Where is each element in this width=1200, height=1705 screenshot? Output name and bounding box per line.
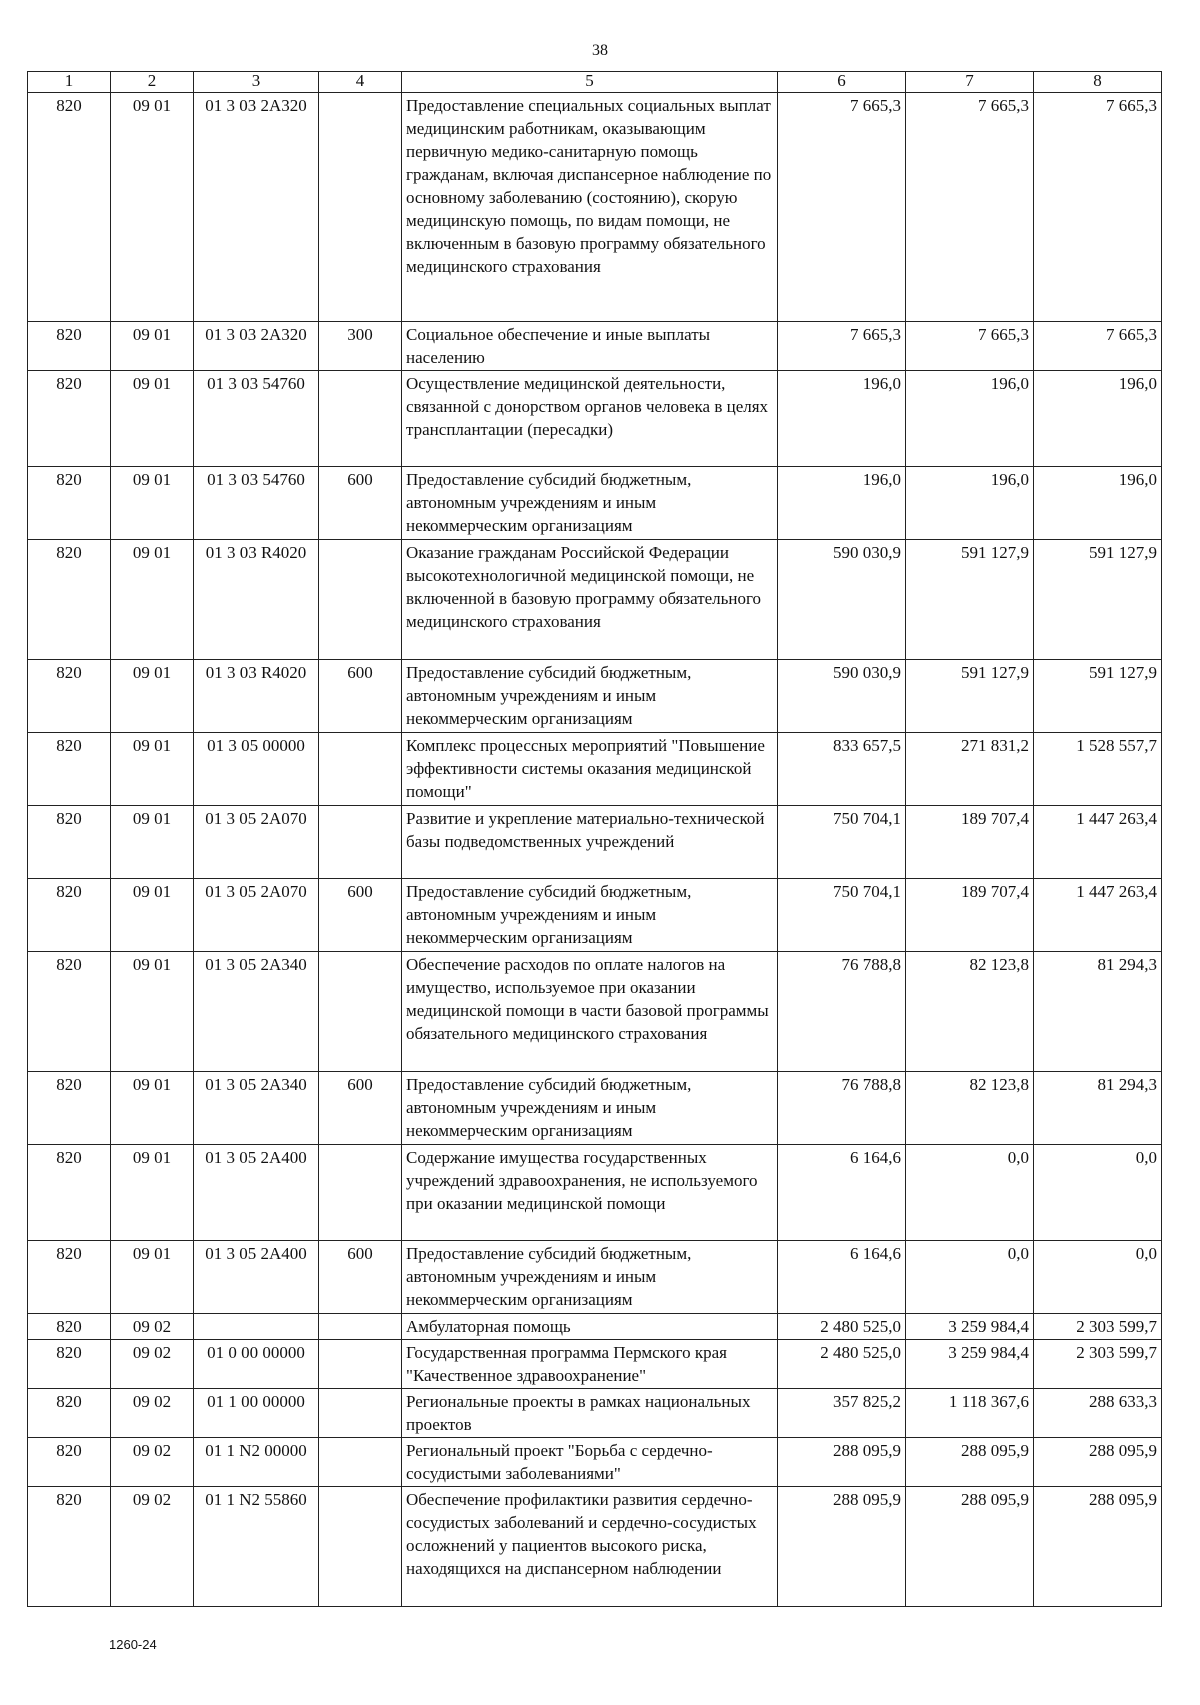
expense-description: Содержание имущества государственных учреждений здравоохранения, не используемого при оказании медицинской помощи [402, 1145, 778, 1241]
amount-col-7: 82 123,8 [906, 952, 1034, 1072]
amount-col-7: 196,0 [906, 371, 1034, 467]
document-code: 1260-24 [109, 1637, 157, 1652]
header-cell-3: 3 [194, 72, 319, 93]
table-row [28, 540, 1162, 660]
target-article-code: 01 3 05 2A340 [194, 952, 319, 1072]
section-code: 09 01 [111, 371, 194, 467]
expense-description: Региональный проект "Борьба с сердечно-сосудистыми заболеваниями" [402, 1438, 778, 1487]
amount-col-7: 271 831,2 [906, 733, 1034, 806]
ministry-code: 820 [28, 806, 111, 879]
ministry-code: 820 [28, 1241, 111, 1314]
expense-type-code [319, 371, 402, 467]
expense-type-code [319, 1487, 402, 1607]
amount-col-8: 196,0 [1034, 371, 1162, 467]
expense-type-code: 600 [319, 879, 402, 952]
table-row [28, 733, 1162, 806]
amount-col-8: 591 127,9 [1034, 660, 1162, 733]
header-cell-8: 8 [1034, 72, 1162, 93]
amount-col-6: 6 164,6 [778, 1145, 906, 1241]
budget-table [27, 71, 1162, 1607]
section-code: 09 01 [111, 1145, 194, 1241]
section-code: 09 02 [111, 1340, 194, 1389]
section-code: 09 01 [111, 806, 194, 879]
ministry-code: 820 [28, 1487, 111, 1607]
header-row [28, 72, 1162, 93]
amount-col-6: 288 095,9 [778, 1487, 906, 1607]
table-row [28, 879, 1162, 952]
expense-description: Региональные проекты в рамках национальных проектов [402, 1389, 778, 1438]
table-row [28, 1072, 1162, 1145]
expense-type-code [319, 806, 402, 879]
table-row [28, 1438, 1162, 1487]
section-code: 09 01 [111, 322, 194, 371]
expense-type-code [319, 952, 402, 1072]
expense-description: Предоставление субсидий бюджетным, автономным учреждениям и иным некоммерческим организациям [402, 1072, 778, 1145]
section-code: 09 01 [111, 879, 194, 952]
expense-type-code: 600 [319, 1241, 402, 1314]
target-article-code: 01 3 05 2A400 [194, 1241, 319, 1314]
amount-col-6: 196,0 [778, 371, 906, 467]
expense-type-code [319, 1340, 402, 1389]
table-row [28, 1145, 1162, 1241]
section-code: 09 01 [111, 733, 194, 806]
amount-col-8: 1 528 557,7 [1034, 733, 1162, 806]
amount-col-7: 3 259 984,4 [906, 1340, 1034, 1389]
amount-col-7: 288 095,9 [906, 1438, 1034, 1487]
amount-col-8: 7 665,3 [1034, 322, 1162, 371]
ministry-code: 820 [28, 660, 111, 733]
target-article-code: 01 1 N2 55860 [194, 1487, 319, 1607]
section-code: 09 02 [111, 1438, 194, 1487]
header-cell-7: 7 [906, 72, 1034, 93]
expense-description: Оказание гражданам Российской Федерации высокотехнологичной медицинской помощи, не включенной в базовую программу обязательного медицинского страхования [402, 540, 778, 660]
section-code: 09 01 [111, 1241, 194, 1314]
amount-col-8: 0,0 [1034, 1241, 1162, 1314]
expense-type-code [319, 1314, 402, 1340]
amount-col-7: 196,0 [906, 467, 1034, 540]
amount-col-6: 7 665,3 [778, 322, 906, 371]
section-code: 09 01 [111, 952, 194, 1072]
expense-description: Осуществление медицинской деятельности, связанной с донорством органов человека в целях трансплантации (пересадки) [402, 371, 778, 467]
expense-type-code: 600 [319, 467, 402, 540]
expense-type-code: 300 [319, 322, 402, 371]
amount-col-8: 2 303 599,7 [1034, 1340, 1162, 1389]
section-code: 09 01 [111, 93, 194, 322]
expense-description: Развитие и укрепление материально-технической базы подведомственных учреждений [402, 806, 778, 879]
table-row [28, 1241, 1162, 1314]
amount-col-7: 1 118 367,6 [906, 1389, 1034, 1438]
amount-col-6: 7 665,3 [778, 93, 906, 322]
amount-col-8: 2 303 599,7 [1034, 1314, 1162, 1340]
amount-col-8: 81 294,3 [1034, 952, 1162, 1072]
amount-col-6: 6 164,6 [778, 1241, 906, 1314]
table-row [28, 371, 1162, 467]
header-cell-4: 4 [319, 72, 402, 93]
amount-col-6: 76 788,8 [778, 952, 906, 1072]
target-article-code: 01 3 03 54760 [194, 371, 319, 467]
amount-col-6: 590 030,9 [778, 540, 906, 660]
table-row [28, 806, 1162, 879]
expense-type-code [319, 1145, 402, 1241]
table-row [28, 1314, 1162, 1340]
ministry-code: 820 [28, 93, 111, 322]
expense-type-code [319, 1389, 402, 1438]
table-row [28, 93, 1162, 322]
amount-col-8: 196,0 [1034, 467, 1162, 540]
amount-col-7: 7 665,3 [906, 322, 1034, 371]
section-code: 09 01 [111, 467, 194, 540]
expense-type-code [319, 733, 402, 806]
target-article-code: 01 3 05 00000 [194, 733, 319, 806]
expense-description: Предоставление субсидий бюджетным, автономным учреждениям и иным некоммерческим организациям [402, 1241, 778, 1314]
ministry-code: 820 [28, 467, 111, 540]
expense-description: Комплекс процессных мероприятий "Повышение эффективности системы оказания медицинской помощи" [402, 733, 778, 806]
section-code: 09 02 [111, 1314, 194, 1340]
amount-col-6: 833 657,5 [778, 733, 906, 806]
expense-type-code [319, 1438, 402, 1487]
target-article-code: 01 0 00 00000 [194, 1340, 319, 1389]
amount-col-8: 288 633,3 [1034, 1389, 1162, 1438]
amount-col-8: 7 665,3 [1034, 93, 1162, 322]
ministry-code: 820 [28, 1145, 111, 1241]
amount-col-6: 2 480 525,0 [778, 1340, 906, 1389]
amount-col-6: 2 480 525,0 [778, 1314, 906, 1340]
ministry-code: 820 [28, 1389, 111, 1438]
ministry-code: 820 [28, 371, 111, 467]
amount-col-7: 0,0 [906, 1145, 1034, 1241]
ministry-code: 820 [28, 1314, 111, 1340]
amount-col-7: 82 123,8 [906, 1072, 1034, 1145]
amount-col-7: 591 127,9 [906, 540, 1034, 660]
amount-col-8: 591 127,9 [1034, 540, 1162, 660]
table-row [28, 660, 1162, 733]
amount-col-6: 288 095,9 [778, 1438, 906, 1487]
page-number: 38 [592, 42, 608, 59]
amount-col-7: 591 127,9 [906, 660, 1034, 733]
amount-col-8: 288 095,9 [1034, 1487, 1162, 1607]
amount-col-6: 750 704,1 [778, 879, 906, 952]
section-code: 09 01 [111, 1072, 194, 1145]
expense-description: Предоставление субсидий бюджетным, автономным учреждениям и иным некоммерческим организациям [402, 879, 778, 952]
target-article-code: 01 3 03 2A320 [194, 93, 319, 322]
target-article-code: 01 3 03 R4020 [194, 660, 319, 733]
expense-description: Государственная программа Пермского края "Качественное здравоохранение" [402, 1340, 778, 1389]
expense-type-code: 600 [319, 660, 402, 733]
header-cell-1: 1 [28, 72, 111, 93]
target-article-code: 01 3 03 54760 [194, 467, 319, 540]
section-code: 09 02 [111, 1487, 194, 1607]
target-article-code: 01 3 05 2A340 [194, 1072, 319, 1145]
table-row [28, 322, 1162, 371]
amount-col-7: 189 707,4 [906, 879, 1034, 952]
table-row [28, 1487, 1162, 1607]
ministry-code: 820 [28, 1438, 111, 1487]
expense-type-code [319, 540, 402, 660]
expense-description: Социальное обеспечение и иные выплаты населению [402, 322, 778, 371]
amount-col-8: 81 294,3 [1034, 1072, 1162, 1145]
ministry-code: 820 [28, 540, 111, 660]
amount-col-7: 3 259 984,4 [906, 1314, 1034, 1340]
target-article-code: 01 3 05 2A400 [194, 1145, 319, 1241]
ministry-code: 820 [28, 1072, 111, 1145]
amount-col-7: 0,0 [906, 1241, 1034, 1314]
target-article-code: 01 3 03 R4020 [194, 540, 319, 660]
header-cell-2: 2 [111, 72, 194, 93]
amount-col-6: 76 788,8 [778, 1072, 906, 1145]
section-code: 09 01 [111, 660, 194, 733]
header-cell-5: 5 [402, 72, 778, 93]
expense-description: Амбулаторная помощь [402, 1314, 778, 1340]
target-article-code: 01 3 05 2A070 [194, 879, 319, 952]
target-article-code: 01 3 05 2A070 [194, 806, 319, 879]
expense-description: Предоставление специальных социальных выплат медицинским работникам, оказывающим первичную медико-санитарную помощь гражданам, включая диспансерное наблюдение по основному заболеванию (состоянию), скорую медицинскую помощь, по видам помощи, не включенным в базовую программу обязательного медицинского страхования [402, 93, 778, 322]
ministry-code: 820 [28, 322, 111, 371]
ministry-code: 820 [28, 879, 111, 952]
target-article-code: 01 1 00 00000 [194, 1389, 319, 1438]
amount-col-7: 189 707,4 [906, 806, 1034, 879]
target-article-code [194, 1314, 319, 1340]
ministry-code: 820 [28, 733, 111, 806]
amount-col-8: 1 447 263,4 [1034, 806, 1162, 879]
target-article-code: 01 1 N2 00000 [194, 1438, 319, 1487]
expense-type-code [319, 93, 402, 322]
expense-description: Предоставление субсидий бюджетным, автономным учреждениям и иным некоммерческим организациям [402, 467, 778, 540]
table-row [28, 1340, 1162, 1389]
amount-col-6: 590 030,9 [778, 660, 906, 733]
amount-col-8: 288 095,9 [1034, 1438, 1162, 1487]
amount-col-6: 357 825,2 [778, 1389, 906, 1438]
amount-col-8: 0,0 [1034, 1145, 1162, 1241]
expense-description: Предоставление субсидий бюджетным, автономным учреждениям и иным некоммерческим организациям [402, 660, 778, 733]
expense-type-code: 600 [319, 1072, 402, 1145]
amount-col-6: 196,0 [778, 467, 906, 540]
amount-col-7: 7 665,3 [906, 93, 1034, 322]
target-article-code: 01 3 03 2A320 [194, 322, 319, 371]
amount-col-8: 1 447 263,4 [1034, 879, 1162, 952]
ministry-code: 820 [28, 952, 111, 1072]
amount-col-7: 288 095,9 [906, 1487, 1034, 1607]
table-row [28, 467, 1162, 540]
amount-col-6: 750 704,1 [778, 806, 906, 879]
section-code: 09 02 [111, 1389, 194, 1438]
expense-description: Обеспечение профилактики развития сердечно-сосудистых заболеваний и сердечно-сосудистых осложнений у пациентов высокого риска, находящихся на диспансерном наблюдении [402, 1487, 778, 1607]
header-cell-6: 6 [778, 72, 906, 93]
table-row [28, 1389, 1162, 1438]
table-row [28, 952, 1162, 1072]
ministry-code: 820 [28, 1340, 111, 1389]
section-code: 09 01 [111, 540, 194, 660]
expense-description: Обеспечение расходов по оплате налогов на имущество, используемое при оказании медицинской помощи в части базовой программы обязательного медицинского страхования [402, 952, 778, 1072]
